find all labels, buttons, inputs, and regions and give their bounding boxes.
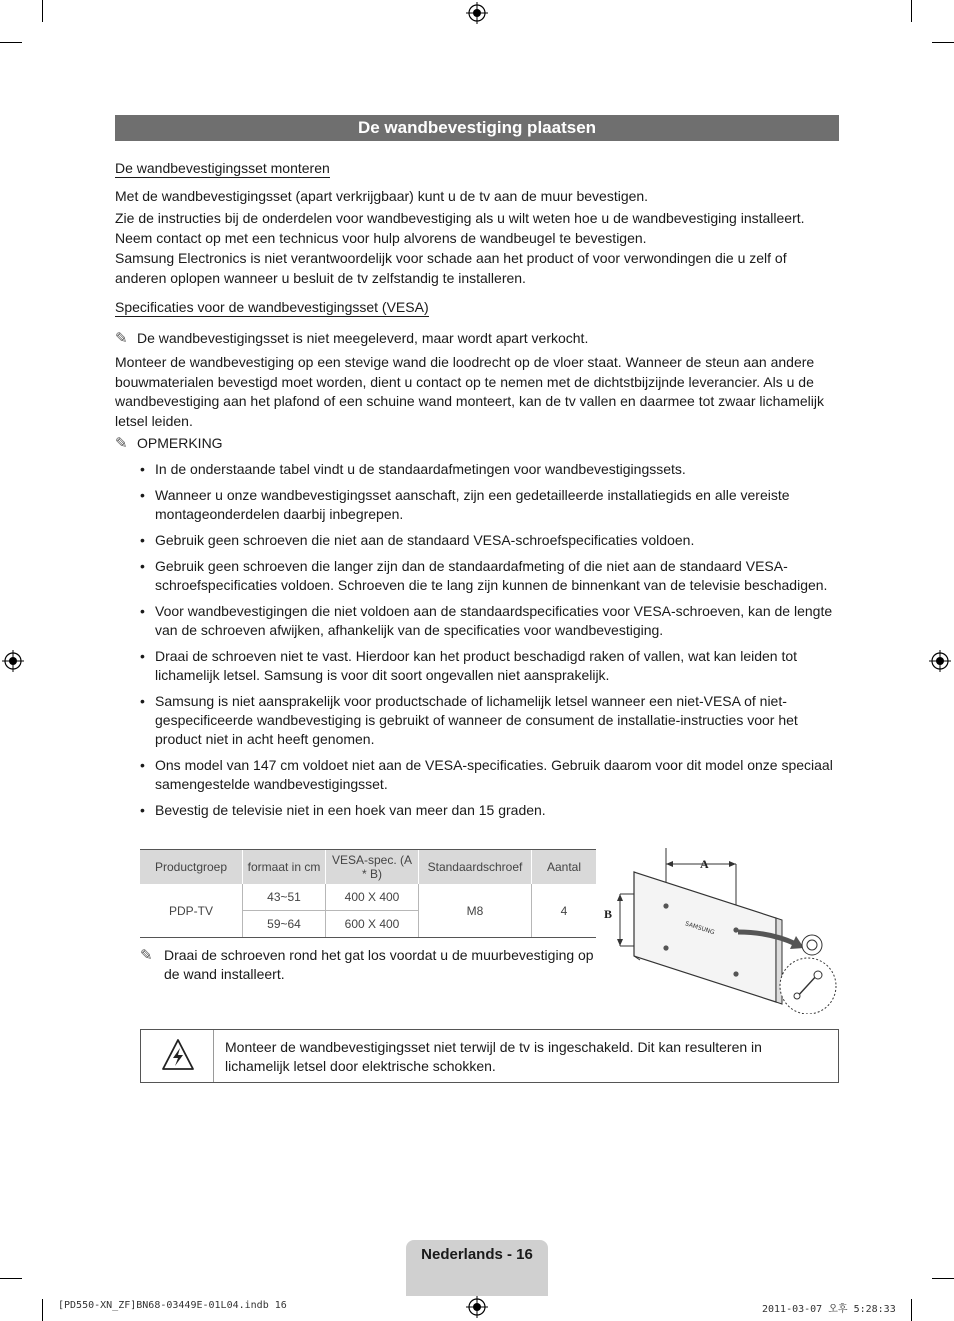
list-item: • Gebruik geen schroeven die niet aan de standaard VESA-schroefspecificaties voldoen. [140, 531, 840, 550]
print-slug-right: 2011-03-07 오후 5:28:33 [762, 1304, 896, 1315]
vesa-spec-table [140, 849, 596, 938]
table-cell-qty: 4 [532, 884, 597, 938]
registration-mark-icon [929, 650, 951, 672]
crop-mark [911, 1299, 912, 1321]
list-item: • Bevestig de televisie niet in een hoek van meer dan 15 graden. [140, 801, 840, 820]
list-item: • Draai de schroeven niet te vast. Hierdoor kan het product beschadigd raken of vallen, wat kan leiden tot lichamelijk letsel. Samsung is voor dit soort ongevallen niet aansprakelijk. [140, 647, 840, 685]
table-cell-vesa: 600 X 400 [326, 911, 419, 938]
warning-box [140, 1029, 839, 1083]
paragraph: Samsung Electronics is niet verantwoordelijk voor schade aan het product of voor verwondingen die u zelf of anderen oplopen wanneer u besluit de tv zelfstandig te installeren. [115, 250, 787, 286]
table-header: Productgroep [140, 850, 243, 885]
note-text: Draai de schroeven rond het gat los voordat u de muurbevestiging op de wand installeert. [164, 947, 594, 982]
subsection-heading-vesa: Specificaties voor de wandbevestigingsset (VESA) [115, 299, 429, 315]
list-item: • Samsung is niet aansprakelijk voor productschade of lichamelijk letsel wanneer een niet-VESA of niet-gespecificeerde wandbevestiging is gebruikt of wanneer de consument de installatie-instructies voor het product niet in acht heeft genomen. [140, 692, 840, 749]
warning-text: Monteer de wandbevestigingsset niet terwijl de tv is ingeschakeld. Dit kan resulteren in lichamelijk letsel door elektrische schokken. [225, 1039, 762, 1074]
crop-mark [911, 0, 912, 22]
crop-mark [0, 42, 22, 43]
note-heading-text: OPMERKING [137, 435, 223, 451]
paragraph: Monteer de wandbevestiging op een stevige wand die loodrecht op de vloer staat. Wanneer de steun aan andere bouwmaterialen bevestigd moet worden, dient u contact op te nemen met de dichtstbijzijnde leverancier. Als u de wandbevestiging aan het plafond of een schuine wand monteert, kan de tv vallen en daarmee tot zwaar lichamelijk letsel leiden. [115, 354, 824, 429]
registration-mark-icon [466, 2, 488, 24]
crop-mark [42, 0, 43, 22]
electric-shock-warning-icon [161, 1038, 195, 1072]
list-item: • In de onderstaande tabel vindt u de standaardafmetingen voor wandbevestigingssets. [140, 460, 840, 479]
table-header-row [140, 850, 596, 885]
crop-mark [0, 1278, 22, 1279]
page-number-tab: Nederlands - 16 [406, 1240, 548, 1296]
dimension-b-label: B [604, 907, 613, 921]
note-text: De wandbevestigingsset is niet meegeleverd, maar wordt apart verkocht. [137, 330, 589, 346]
pencil-note-icon: ✎ [115, 435, 128, 452]
subsection-heading-mounting: De wandbevestigingsset monteren [115, 160, 330, 176]
list-item: • Ons model van 147 cm voldoet niet aan de VESA-specificaties. Gebruik daarom voor dit model onze speciaal samengestelde wandbevestigingsset. [140, 756, 840, 794]
registration-mark-icon [466, 1296, 488, 1318]
note-heading [115, 433, 223, 454]
table-row [140, 884, 596, 911]
pencil-note-icon: ✎ [115, 330, 128, 347]
list-item: • Wanneer u onze wandbevestigingsset aanschaft, zijn een gedetailleerde installatiegids en alle vereiste montageonderdelen daarbij inbegrepen. [140, 486, 840, 524]
note [140, 946, 600, 984]
table-header: Aantal [532, 850, 597, 885]
tv-wall-mount-diagram [600, 848, 840, 1014]
crop-mark [932, 42, 954, 43]
table-header: Standaardschroef [419, 850, 532, 885]
table-cell-vesa: 400 X 400 [326, 884, 419, 911]
section-title: De wandbevestiging plaatsen [115, 115, 839, 141]
tv-brand-logo: SAMSUNG [684, 920, 716, 937]
warning-icon-cell [141, 1030, 214, 1082]
pencil-note-icon: ✎ [140, 947, 153, 964]
note-bullet-list [140, 460, 840, 827]
table-header: formaat in cm [243, 850, 326, 885]
table-cell-group: PDP-TV [140, 884, 243, 938]
dimension-a-label: A [700, 857, 709, 871]
table-cell-size: 43~51 [243, 884, 326, 911]
crop-mark [42, 1299, 43, 1321]
registration-mark-icon [2, 650, 24, 672]
paragraph: Met de wandbevestigingsset (apart verkrijgbaar) kunt u de tv aan de muur bevestigen. [115, 188, 649, 204]
list-item: • Voor wandbevestigingen die niet voldoen aan de standaardspecificaties voor VESA-schroeven, kan de lengte van de schroeven afwijken, afhankelijk van de specificaties voor wandbevestiging. [140, 602, 840, 640]
table-header: VESA-spec. (A * B) [326, 850, 419, 885]
print-slug-left: [PD550-XN_ZF]BN68-03449E-01L04.indb 16 [58, 1300, 287, 1311]
list-item: • Gebruik geen schroeven die langer zijn dan de standaardafmeting of die niet aan de standaard VESA-schroefspecificaties voldoen. Schroeven die te lang zijn kunnen de binnenkant van de televisie beschadigen. [140, 557, 840, 595]
paragraph: Zie de instructies bij de onderdelen voor wandbevestiging als u wilt weten hoe u de wandbevestiging installeert. Neem contact op met een technicus voor hulp alvorens de wandbeugel te bevestigen. [115, 210, 805, 246]
crop-mark [932, 1278, 954, 1279]
table-cell-screw: M8 [419, 884, 532, 938]
note [115, 328, 588, 349]
table-cell-size: 59~64 [243, 911, 326, 938]
